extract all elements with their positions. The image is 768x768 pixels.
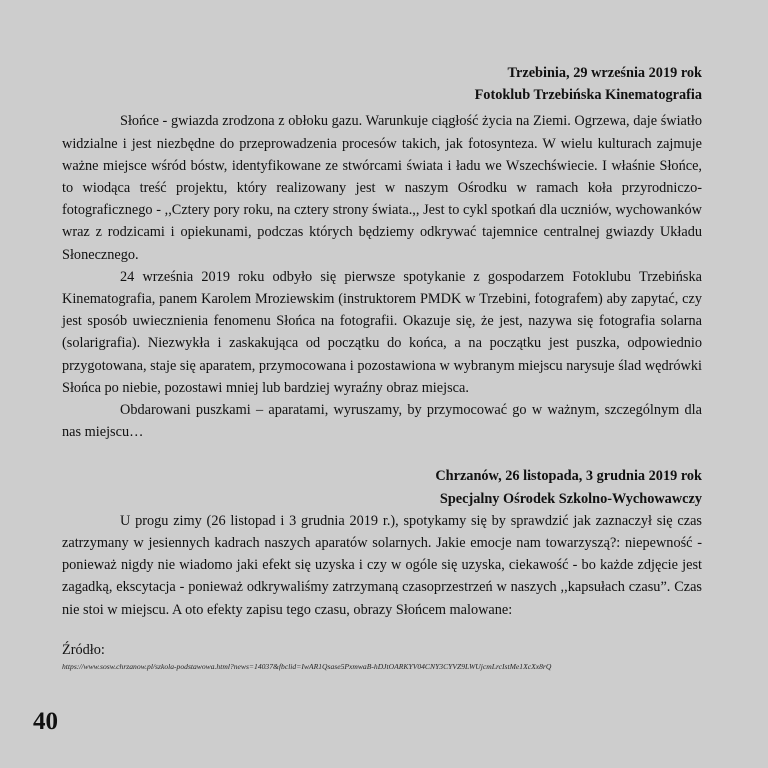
section1-organization: Fotoklub Trzebińska Kinematografia bbox=[474, 87, 702, 104]
section2-place-date: Chrzanów, 26 listopada, 3 grudnia 2019 rok bbox=[435, 468, 702, 485]
source-url[interactable]: https://www.sosw.chrzanow.pl/szkola-podstawowa.html?news=14037&fbclid=IwAR1Qsase5PxmwaB-hDJtOARKYV04CNY3CYVZ9LWUjcmLrcIstMe1XcXx8rQ bbox=[62, 662, 552, 672]
page-number: 40 bbox=[33, 708, 58, 735]
source-label: Źródło: bbox=[62, 641, 105, 658]
section1-paragraph-1: Słońce - gwiazda zrodzona z obłoku gazu. Warunkuje ciągłość życia na Ziemi. Ogrzewa, daje światło widzialne i jest niezbędne do przeprowadzenia procesów takich, jak fotosynteza. W wielu kulturach zajmuje ważne miejsce wśród bóstw, identyfikowane ze stwórcami świata i ładu we Wszechświecie. I właśnie Słońce, to wiodąca treść projektu, który realizowany jest w naszym Ośrodku w ramach koła przyrodniczo-fotograficznego - ,,Cztery pory roku, na cztery strony świata.,, Jest to cykl spotkań dla uczniów, wychowanków wraz z rodzicami i opiekunami, podczas których będziemy odkrywać tajemnice centralnej gwiazdy Układu Słonecznego. bbox=[62, 113, 702, 263]
section1-paragraph-3: Obdarowani puszkami – aparatami, wyruszamy, by przymocować go w ważnym, szczególnym dla nas miejscu… bbox=[62, 402, 702, 441]
section1-paragraph-2: 24 września 2019 roku odbyło się pierwsze spotykanie z gospodarzem Fotoklubu Trzebińska Kinematografia, panem Karolem Mroziewskim (instruktorem PMDK w Trzebini, fotografem) aby zapytać, czy jest sposób uwiecznienia fenomenu Słońca na fotografii. Okazuje się, że jest, nazywa się fotografia solarna (solarigrafia). Niezwykła i zaskakująca od początku do końca, a na początku jest puszka, odpowiednio przygotowana, staje się aparatem, przymocowana i pozostawiona w wybranym miejscu narysuje ślad wędrówki Słońca po niebie, pozostawi mniej lub bardziej wyraźny obraz miejsca. bbox=[62, 268, 702, 396]
section1-place-date: Trzebinia, 29 września 2019 rok bbox=[507, 65, 702, 81]
section2-organization: Specjalny Ośrodek Szkolno-Wychowawczy bbox=[439, 490, 702, 507]
page-content bbox=[62, 62, 702, 672]
section2-paragraph-1: U progu zimy (26 listopad i 3 grudnia 2019 r.), spotykamy się by sprawdzić jak zaznaczył się czas zatrzymany w jesiennych kadrach naszych aparatów solarnych. Jakie emocje nam towarzyszą?: niepewność - ponieważ nigdy nie wiadomo jaki efekt się uzyska i czy w ogóle się uzyska, ciekawość - bo każde zdjęcie jest zagadką, ekscytacja - ponieważ odkrywaliśmy zatrzymaną czasoprzestrzeń w naszych ,,kapsułach czasu”. Czas nie stoi w miejscu. A oto efekty zapisu tego czasu, obrazy Słońcem malowane: bbox=[62, 512, 702, 618]
section-spacer bbox=[62, 443, 702, 465]
